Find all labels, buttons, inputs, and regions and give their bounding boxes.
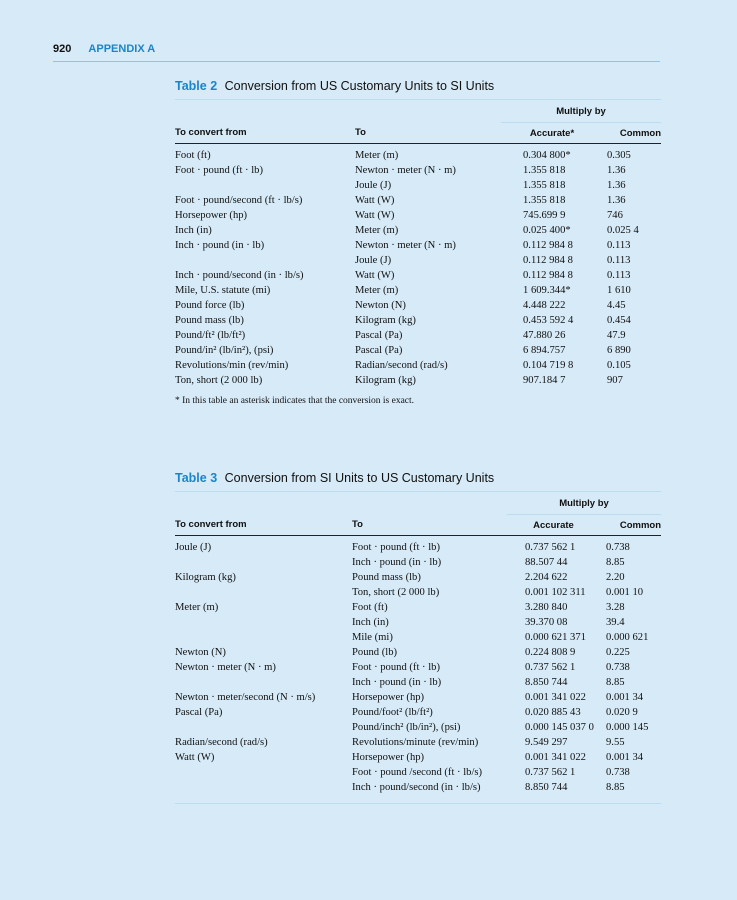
- cell-from: Newton · meter (N · m): [175, 662, 276, 673]
- table3-caption: Conversion from SI Units to US Customary Units: [224, 471, 495, 485]
- table-row: [175, 555, 661, 570]
- table-row: [175, 690, 661, 705]
- table3-body: [175, 540, 661, 795]
- cell-accurate: 1.355 818: [523, 165, 566, 176]
- cell-to: Newton · meter (N · m): [355, 240, 456, 251]
- cell-to: Pound/foot² (lb/ft²): [352, 707, 433, 718]
- cell-accurate: 0.000 621 371: [525, 632, 586, 643]
- cell-common: 3.28: [606, 602, 625, 613]
- cell-from: Foot · pound (ft · lb): [175, 165, 263, 176]
- cell-accurate: 0.025 400*: [523, 225, 571, 236]
- page-header: [53, 43, 660, 62]
- cell-common: 47.9: [607, 330, 626, 341]
- cell-common: 1.36: [607, 195, 626, 206]
- cell-from: Revolutions/min (rev/min): [175, 360, 289, 371]
- cell-to: Kilogram (kg): [355, 375, 416, 386]
- table-row: [175, 178, 661, 193]
- cell-to: Meter (m): [355, 225, 399, 236]
- table-row: [175, 585, 661, 600]
- cell-common: 4.45: [607, 300, 626, 311]
- cell-accurate: 0.737 562 1: [525, 542, 576, 553]
- cell-common: 0.113: [607, 270, 631, 281]
- table3-multiply-by: Multiply by: [507, 492, 661, 515]
- table3-col-from: To convert from: [175, 515, 352, 536]
- cell-from: [175, 555, 352, 570]
- cell-from: [175, 765, 352, 780]
- cell-accurate: 0.737 562 1: [525, 767, 576, 778]
- cell-from: [175, 615, 352, 630]
- cell-from: Inch · pound/second (in · lb/s): [175, 270, 304, 281]
- table3-col-to: To: [352, 515, 507, 536]
- cell-from: [175, 253, 355, 268]
- cell-common: 0.000 145: [606, 722, 649, 733]
- cell-accurate: 0.001 341 022: [525, 692, 586, 703]
- cell-from: [175, 780, 352, 795]
- cell-from: Joule (J): [175, 542, 212, 553]
- table-row: [175, 570, 661, 585]
- cell-accurate: 88.507 44: [525, 557, 568, 568]
- cell-common: 907: [607, 375, 623, 386]
- table2-title: [175, 78, 661, 94]
- cell-to: Inch · pound (in · lb): [352, 557, 442, 568]
- table-row: [175, 328, 661, 343]
- cell-to: Watt (W): [355, 270, 395, 281]
- table-row: [175, 358, 661, 373]
- table-row: [175, 238, 661, 253]
- cell-accurate: 0.453 592 4: [523, 315, 574, 326]
- cell-accurate: 0.000 145 037 0: [525, 722, 594, 733]
- cell-from: Meter (m): [175, 602, 219, 613]
- table2-conversion-table: [175, 100, 661, 388]
- cell-accurate: 47.880 26: [523, 330, 566, 341]
- cell-common: 8.85: [606, 782, 625, 793]
- cell-common: 0.305: [607, 150, 631, 161]
- table3-col-common: Common: [600, 515, 661, 536]
- cell-common: 6 890: [607, 345, 631, 356]
- cell-to: Pascal (Pa): [355, 345, 403, 356]
- cell-common: 1.36: [607, 165, 626, 176]
- table-row: [175, 705, 661, 720]
- cell-from: Newton · meter/second (N · m/s): [175, 692, 316, 703]
- cell-accurate: 8.850 744: [525, 782, 568, 793]
- cell-accurate: 1.355 818: [523, 180, 566, 191]
- cell-from: [175, 630, 352, 645]
- cell-accurate: 907.184 7: [523, 375, 566, 386]
- table3-title: [175, 470, 661, 486]
- cell-common: 2.20: [606, 572, 625, 583]
- table-row: [175, 630, 661, 645]
- cell-common: 0.001 34: [606, 752, 644, 763]
- cell-from: Pascal (Pa): [175, 707, 223, 718]
- cell-to: Horsepower (hp): [352, 692, 425, 703]
- cell-to: Meter (m): [355, 150, 399, 161]
- cell-from: Inch · pound (in · lb): [175, 240, 265, 251]
- cell-common: 0.738: [606, 662, 630, 673]
- table-row: [175, 720, 661, 735]
- table-row: [175, 253, 661, 268]
- table-row: [175, 223, 661, 238]
- table-row: [175, 343, 661, 358]
- cell-accurate: 0.224 808 9: [525, 647, 576, 658]
- cell-accurate: 0.112 984 8: [523, 255, 573, 266]
- cell-to: Foot (ft): [352, 602, 388, 613]
- cell-accurate: 3.280 840: [525, 602, 568, 613]
- table2-caption: Conversion from US Customary Units to SI Units: [224, 79, 495, 93]
- cell-to: Kilogram (kg): [355, 315, 416, 326]
- cell-from: Pound/ft² (lb/ft²): [175, 330, 246, 341]
- cell-to: Pound mass (lb): [352, 572, 421, 583]
- table-row: [175, 750, 661, 765]
- cell-accurate: 9.549 297: [525, 737, 568, 748]
- cell-accurate: 6 894.757: [523, 345, 566, 356]
- table-row: [175, 600, 661, 615]
- cell-common: 0.225: [606, 647, 630, 658]
- cell-common: 8.85: [606, 557, 625, 568]
- cell-to: Radian/second (rad/s): [355, 360, 448, 371]
- cell-accurate: 0.112 984 8: [523, 240, 573, 251]
- cell-from: Horsepower (hp): [175, 210, 248, 221]
- cell-accurate: 4.448 222: [523, 300, 566, 311]
- cell-from: [175, 720, 352, 735]
- table2-number: Table 2: [175, 79, 218, 93]
- cell-to: Inch · pound (in · lb): [352, 677, 442, 688]
- table2-col-from: To convert from: [175, 123, 355, 144]
- cell-to: Revolutions/minute (rev/min): [352, 737, 479, 748]
- cell-from: [175, 178, 355, 193]
- table3-number: Table 3: [175, 471, 218, 485]
- table2-multiply-by: Multiply by: [501, 100, 661, 123]
- cell-to: Joule (J): [355, 255, 392, 266]
- cell-common: 8.85: [606, 677, 625, 688]
- cell-accurate: 8.850 744: [525, 677, 568, 688]
- cell-from: Foot · pound/second (ft · lb/s): [175, 195, 303, 206]
- cell-to: Inch · pound/second (in · lb/s): [352, 782, 481, 793]
- cell-from: Kilogram (kg): [175, 572, 236, 583]
- cell-accurate: 0.737 562 1: [525, 662, 576, 673]
- table-row: [175, 373, 661, 388]
- cell-to: Joule (J): [355, 180, 392, 191]
- cell-common: 0.738: [606, 767, 630, 778]
- cell-from: Pound/in² (lb/in²), (psi): [175, 345, 274, 356]
- table-row: [175, 615, 661, 630]
- cell-to: Ton, short (2 000 lb): [352, 587, 440, 598]
- table3-section: [175, 470, 661, 804]
- cell-accurate: 0.001 341 022: [525, 752, 586, 763]
- table-row: [175, 660, 661, 675]
- cell-common: 0.113: [607, 240, 631, 251]
- table-row: [175, 298, 661, 313]
- cell-from: Ton, short (2 000 lb): [175, 375, 263, 386]
- cell-from: [175, 675, 352, 690]
- cell-common: 0.454: [607, 315, 631, 326]
- cell-from: Newton (N): [175, 647, 226, 658]
- table-row: [175, 283, 661, 298]
- cell-to: Pound (lb): [352, 647, 398, 658]
- cell-to: Watt (W): [355, 195, 395, 206]
- cell-from: [175, 585, 352, 600]
- cell-to: Pascal (Pa): [355, 330, 403, 341]
- table3-conversion-table: [175, 492, 661, 795]
- cell-from: Watt (W): [175, 752, 215, 763]
- cell-accurate: 0.304 800*: [523, 150, 571, 161]
- table-row: [175, 193, 661, 208]
- cell-accurate: 0.104 719 8: [523, 360, 574, 371]
- cell-to: Meter (m): [355, 285, 399, 296]
- cell-common: 1 610: [607, 285, 631, 296]
- table-row: [175, 780, 661, 795]
- table-row: [175, 163, 661, 178]
- cell-common: 0.020 9: [606, 707, 638, 718]
- cell-accurate: 0.001 102 311: [525, 587, 586, 598]
- cell-from: Radian/second (rad/s): [175, 737, 268, 748]
- cell-accurate: 1.355 818: [523, 195, 566, 206]
- cell-common: 0.000 621: [606, 632, 649, 643]
- table-row: [175, 540, 661, 555]
- cell-to: Newton (N): [355, 300, 406, 311]
- cell-from: Pound mass (lb): [175, 315, 244, 326]
- section-label: APPENDIX A: [88, 43, 156, 55]
- cell-to: Newton · meter (N · m): [355, 165, 456, 176]
- cell-from: Inch (in): [175, 225, 212, 236]
- table-row: [175, 765, 661, 780]
- cell-common: 0.025 4: [607, 225, 639, 236]
- cell-to: Inch (in): [352, 617, 389, 628]
- cell-accurate: 39.370 08: [525, 617, 568, 628]
- cell-accurate: 1 609.344*: [523, 285, 571, 296]
- table-row: [175, 313, 661, 328]
- cell-accurate: 0.020 885 43: [525, 707, 581, 718]
- cell-accurate: 0.112 984 8: [523, 270, 573, 281]
- table-row: [175, 208, 661, 223]
- cell-common: 0.105: [607, 360, 631, 371]
- table2-col-common: Common: [603, 123, 661, 144]
- cell-to: Horsepower (hp): [352, 752, 425, 763]
- cell-to: Foot · pound (ft · lb): [352, 662, 440, 673]
- table-row: [175, 645, 661, 660]
- table2-body: [175, 148, 661, 388]
- table-row: [175, 148, 661, 163]
- table2-col-accurate: Accurate*: [501, 123, 603, 144]
- cell-to: Mile (mi): [352, 632, 393, 643]
- cell-to: Pound/inch² (lb/in²), (psi): [352, 722, 461, 733]
- cell-to: Foot · pound (ft · lb): [352, 542, 440, 553]
- cell-common: 746: [607, 210, 623, 221]
- cell-from: Mile, U.S. statute (mi): [175, 285, 271, 296]
- table-row: [175, 268, 661, 283]
- table2-footnote: * In this table an asterisk indicates that the conversion is exact.: [175, 396, 415, 406]
- table-row: [175, 675, 661, 690]
- cell-accurate: 2.204 622: [525, 572, 568, 583]
- cell-accurate: 745.699 9: [523, 210, 566, 221]
- cell-common: 0.001 10: [606, 587, 644, 598]
- cell-to: Watt (W): [355, 210, 395, 221]
- table-row: [175, 735, 661, 750]
- cell-from: Foot (ft): [175, 150, 211, 161]
- cell-common: 9.55: [606, 737, 625, 748]
- cell-common: 39.4: [606, 617, 625, 628]
- cell-common: 1.36: [607, 180, 626, 191]
- table3-bottom-rule: [175, 795, 661, 804]
- cell-common: 0.001 34: [606, 692, 644, 703]
- table2-col-to: To: [355, 123, 501, 144]
- cell-from: Pound force (lb): [175, 300, 245, 311]
- cell-to: Foot · pound /second (ft · lb/s): [352, 767, 483, 778]
- cell-common: 0.738: [606, 542, 630, 553]
- page-number: 920: [53, 43, 72, 55]
- table3-col-accurate: Accurate: [507, 515, 600, 536]
- cell-common: 0.113: [607, 255, 631, 266]
- table2-section: [175, 78, 661, 406]
